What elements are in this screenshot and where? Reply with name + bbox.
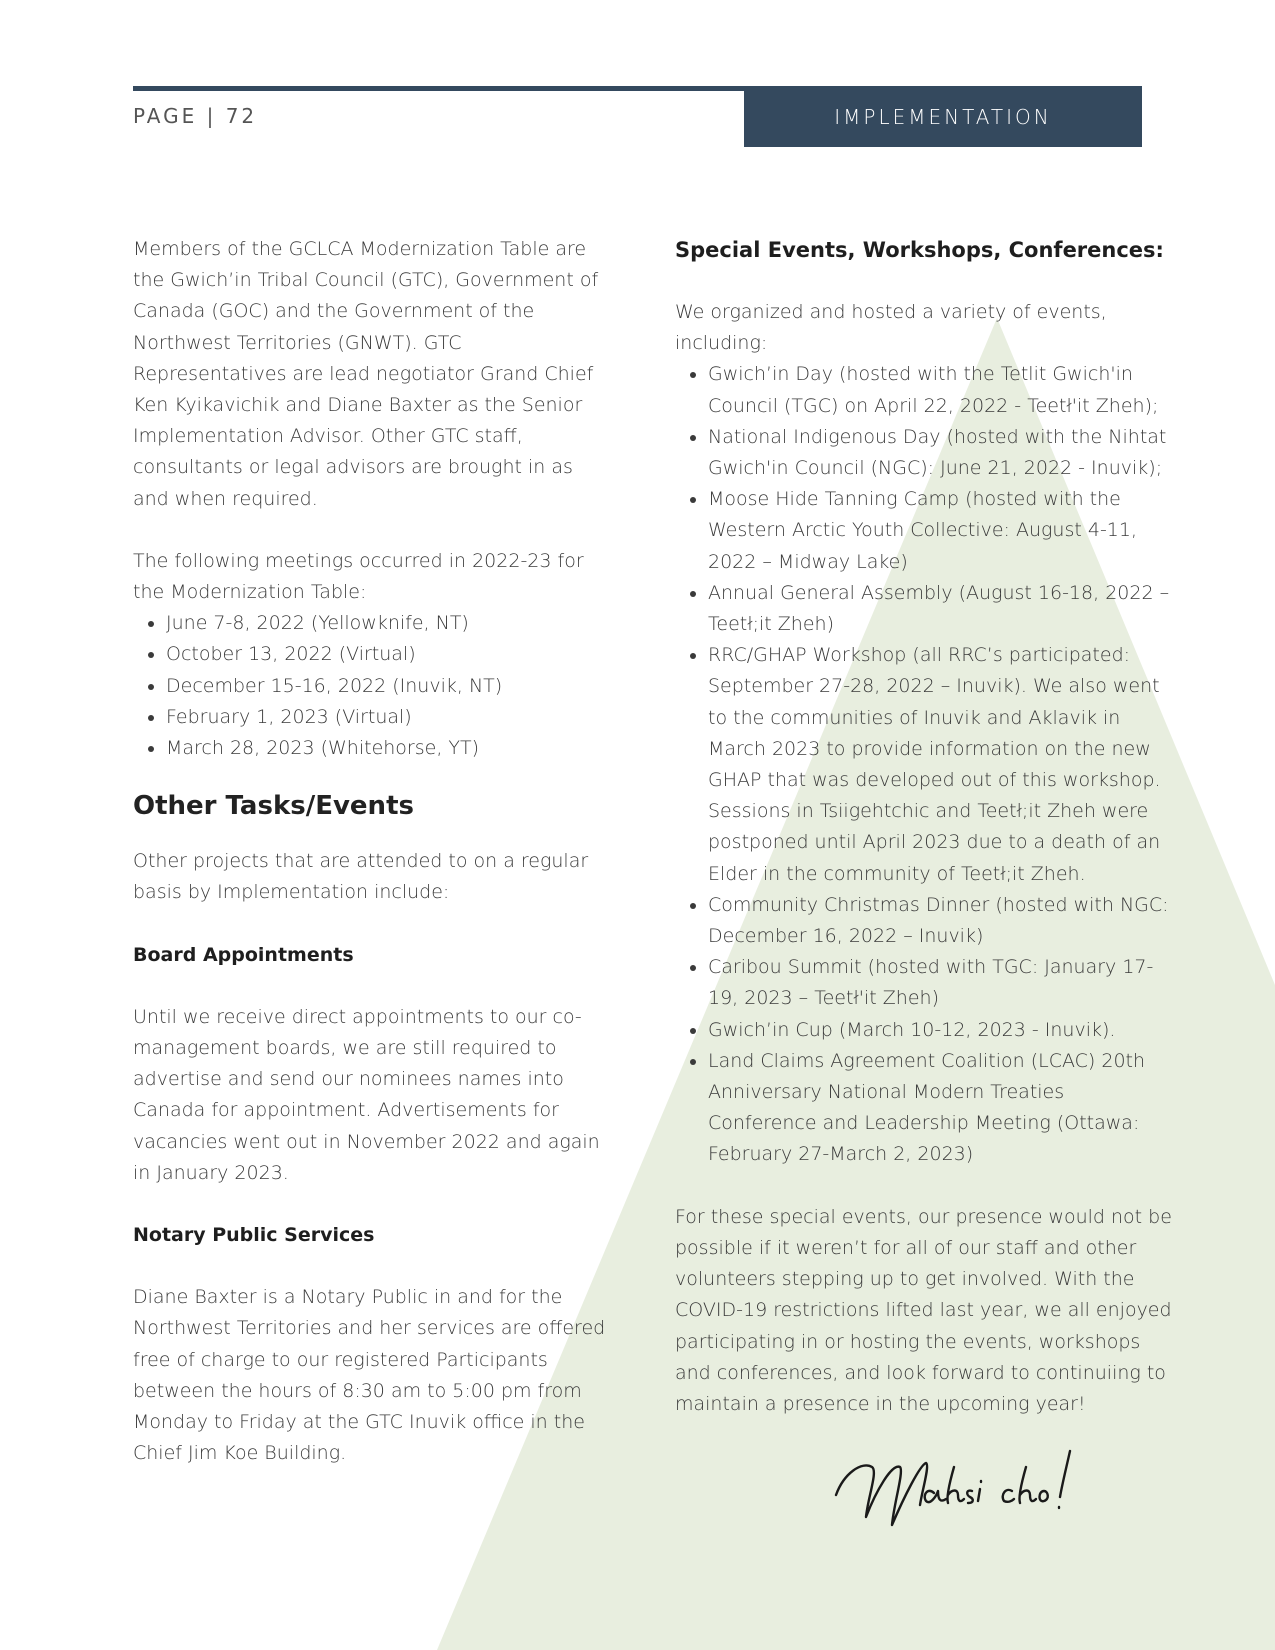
list-item: • Gwich’in Day (hosted with the Tetlit Gwich'in Council (TGC) on April 22, 2022 - Teetł'it Zheh);: [708, 359, 1175, 421]
board-appointments-text: Until we receive direct appointments to our co-management boards, we are still required to advertise and send our nominees names into Canada for appointment. Advertisements for vacancies went out in November 2022 and again in January 2023.: [133, 1005, 600, 1184]
list-item: • June 7-8, 2022 (Yellowknife, NT): [166, 608, 613, 639]
notary-text: Diane Baxter is a Notary Public in and for the Northwest Territories and her services are offered free of charge to our registered Participants between the hours of 8:30 am to 5:00 pm from Monday to Friday at the GTC Inuvik office in the Chief Jim Koe Building.: [133, 1286, 606, 1465]
meetings-list: [133, 608, 613, 764]
list-item: • Gwich’in Cup (March 10-12, 2023 - Inuvik).: [708, 1015, 1175, 1046]
special-events-heading: Special Events, Workshops, Conferences:: [675, 238, 1164, 262]
list-item: • Caribou Summit (hosted with TGC: January 17-19, 2023 – Teetł'it Zheh): [708, 952, 1175, 1014]
other-tasks-heading: Other Tasks/Events: [133, 791, 414, 822]
notary-heading: Notary Public Services: [133, 1224, 375, 1247]
intro-paragraph: Members of the GCLCA Modernization Table are the Gwich’in Tribal Council (GTC), Government of Canada (GOC) and the Government of the Northwest Territories (GNWT). GTC Representatives are lead negotiator Grand Chief Ken Kyikavichik and Diane Baxter as the Senior Implementation Advisor. Other GTC staff, consultants or legal advisors are brought in as and when required.: [133, 238, 599, 510]
closing-paragraph: For these special events, our presence would not be possible if it weren’t for all of our staff and other volunteers stepping up to get involved. With the COVID-19 restrictions lifted last year, we all enjoyed participating in or hosting the events, workshops and conferences, and look forward to continuiing to maintain a presence in the upcoming year!: [675, 1205, 1172, 1415]
other-intro: Other projects that are attended to on a regular basis by Implementation include:: [133, 850, 589, 904]
section-header-band: [744, 86, 1142, 147]
events-list: [675, 359, 1175, 1170]
list-item: • March 28, 2023 (Whitehorse, YT): [166, 733, 613, 764]
list-item: • Land Claims Agreement Coalition (LCAC) 20th Anniversary National Modern Treaties Conference and Leadership Meeting (Ottawa: February 27-March 2, 2023): [708, 1046, 1175, 1171]
page-number: PAGE | 72: [133, 104, 258, 128]
list-item: • National Indigenous Day (hosted with the Nihtat Gwich'in Council (NGC): June 21, 2022 - Inuvik);: [708, 422, 1175, 484]
list-item: • Moose Hide Tanning Camp (hosted with the Western Arctic Youth Collective: August 4-11, 2022 – Midway Lake): [708, 484, 1175, 578]
list-item: • December 15-16, 2022 (Inuvik, NT): [166, 671, 613, 702]
list-item: • RRC/GHAP Workshop (all RRC’s participated: September 27-28, 2022 – Inuvik). We also went to the communities of Inuvik and Aklavik in March 2023 to provide information on the new GHAP that was developed out of this workshop. Sessions in Tsiigehtchic and Teetł;it Zheh were postponed until April 2023 due to a death of an Elder in the community of Teetł;it Zheh.: [708, 640, 1175, 890]
list-item: • October 13, 2022 (Virtual): [166, 639, 613, 670]
signature-mahsi-cho: [830, 1445, 1090, 1535]
events-intro: We organized and hosted a variety of events, including:: [675, 301, 1107, 355]
list-item: • February 1, 2023 (Virtual): [166, 702, 613, 733]
meetings-intro: The following meetings occurred in 2022-23 for the Modernization Table:: [133, 549, 584, 604]
board-appointments-heading: Board Appointments: [133, 943, 354, 966]
left-column: [133, 234, 613, 1470]
list-item: • Community Christmas Dinner (hosted with NGC: December 16, 2022 – Inuvik): [708, 890, 1175, 952]
right-column: [675, 234, 1175, 1420]
section-title: IMPLEMENTATION: [834, 104, 1052, 129]
list-item: • Annual General Assembly (August 16-18, 2022 – Teetł;it Zheh): [708, 578, 1175, 640]
